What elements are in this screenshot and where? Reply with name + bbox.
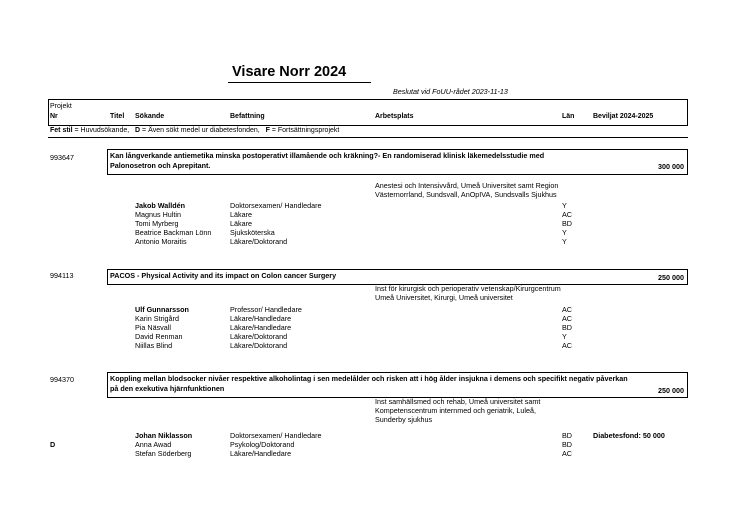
- project-title: PACOS - Physical Activity and its impact on Colon cancer Surgery: [110, 271, 337, 280]
- diabetes-fund: Diabetesfond: 50 000: [593, 431, 665, 440]
- project-nr: 993647: [50, 153, 74, 162]
- person-name: Beatrice Backman Lönn: [135, 229, 212, 237]
- col-beviljat: Beviljat 2024-2025: [593, 113, 654, 120]
- person-lan: AC: [562, 449, 572, 458]
- person-lan: Y: [562, 201, 567, 210]
- title-underline: [228, 82, 371, 83]
- person-lan: BD: [562, 323, 572, 332]
- person-name: Jakob Walldén: [135, 201, 186, 210]
- project-title: Koppling mellan blodsocker nivåer respektive alkoholintag i sen medelålder och risken att i hög ålder insjukna i demens och specifikt negativ påverkan på den exekutiva hjärnfunktionen: [110, 374, 628, 393]
- person-name: Ulf Gunnarsson: [135, 305, 189, 314]
- legend-d-desc: = Även sökt medel ur diabetesfonden,: [140, 127, 260, 134]
- decision-note: Beslutat vid FoUU-rådet 2023-11-13: [393, 87, 508, 96]
- project-arbetsplats: Inst för kirurgisk och perioperativ vetenskap/Kirurgcentrum Umeå Universitet, Kirurgi, Umeå universitet: [375, 284, 561, 302]
- col-lan: Län: [562, 113, 575, 120]
- col-titel: Titel: [110, 113, 125, 120]
- person-role: Doktorsexamen/ Handledare: [230, 431, 322, 440]
- person-name: Niillas Blind: [135, 341, 173, 350]
- person-name: Pia Näsvall: [135, 323, 171, 332]
- project-nr: 994370: [50, 375, 74, 384]
- legend-d-key: D: [135, 127, 141, 134]
- person-role: Läkare/Handledare: [230, 449, 292, 458]
- legend-fet-stil: Fet stil: [50, 127, 73, 134]
- legend-f-desc: = Fortsättningsprojekt: [269, 127, 340, 134]
- person-role: Läkare/Doktorand: [230, 332, 288, 341]
- person-lan: BD: [562, 219, 572, 228]
- person-name: David Renman: [135, 332, 183, 341]
- project-amount: 250 000: [658, 386, 684, 395]
- person-lan: AC: [562, 314, 572, 323]
- person-lan: BD: [562, 440, 572, 449]
- person-lan: AC: [562, 305, 572, 314]
- page-title: Visare Norr 2024: [232, 64, 347, 80]
- person-name: Johan Niklasson: [135, 431, 193, 440]
- person-name: Antonio Moraitis: [135, 237, 187, 246]
- legend-divider: [48, 137, 688, 138]
- legend-fet-stil-desc: = Huvudsökande,: [72, 127, 130, 134]
- col-nr: Nr: [50, 113, 58, 120]
- person-role: Läkare: [230, 210, 252, 219]
- project-amount: 300 000: [658, 162, 684, 171]
- person-lan: Y: [562, 228, 567, 237]
- person-name: Tomi Myrberg: [135, 219, 179, 228]
- project-arbetsplats: Anestesi och Intensivvård, Umeå Universitet samt Region Västernorrland, Sundsvall, AnOpIVA, Sundsvalls Sjukhus: [375, 181, 559, 199]
- person-role: Läkare/Handledare: [230, 314, 292, 323]
- col-sokande: Sökande: [135, 113, 165, 120]
- legend-f-key: F: [265, 127, 270, 134]
- person-name: Anna Awad: [135, 440, 172, 449]
- col-projekt: Projekt: [50, 103, 72, 110]
- diabetes-marker: D: [50, 440, 56, 449]
- person-role: Läkare/Handledare: [230, 323, 292, 332]
- person-lan: AC: [562, 210, 572, 219]
- person-role: Professor/ Handledare: [230, 305, 302, 314]
- person-lan: Y: [562, 332, 567, 341]
- person-role: Läkare/Doktorand: [230, 237, 288, 246]
- project-nr: 994113: [50, 271, 74, 280]
- person-lan: BD: [562, 431, 572, 440]
- person-name: Stefan Söderberg: [135, 449, 192, 458]
- person-lan: Y: [562, 237, 567, 246]
- person-name: Magnus Hultin: [135, 210, 181, 219]
- person-role: Psykolog/Doktorand: [230, 440, 295, 449]
- person-role: Läkare/Doktorand: [230, 341, 288, 350]
- person-role: Sjuksköterska: [230, 228, 275, 237]
- person-role: Läkare: [230, 219, 252, 228]
- col-arbetsplats: Arbetsplats: [375, 113, 414, 120]
- person-lan: AC: [562, 341, 572, 350]
- col-befattning: Befattning: [230, 113, 265, 120]
- legend: [50, 127, 339, 134]
- person-name: Karin Strigård: [135, 314, 179, 323]
- person-role: Doktorsexamen/ Handledare: [230, 201, 322, 210]
- project-arbetsplats: Inst samhällsmed och rehab, Umeå universitet samt Kompetenscentrum internmed och geriatrik, Luleå, Sunderby sjukhus: [375, 397, 541, 424]
- project-title: Kan långverkande antiemetika minska postoperativt illamående och kräkning?- En randomiserad klinisk läkemedelsstudie med Palonosetron och Aprepitant.: [110, 151, 545, 170]
- project-amount: 250 000: [658, 273, 684, 282]
